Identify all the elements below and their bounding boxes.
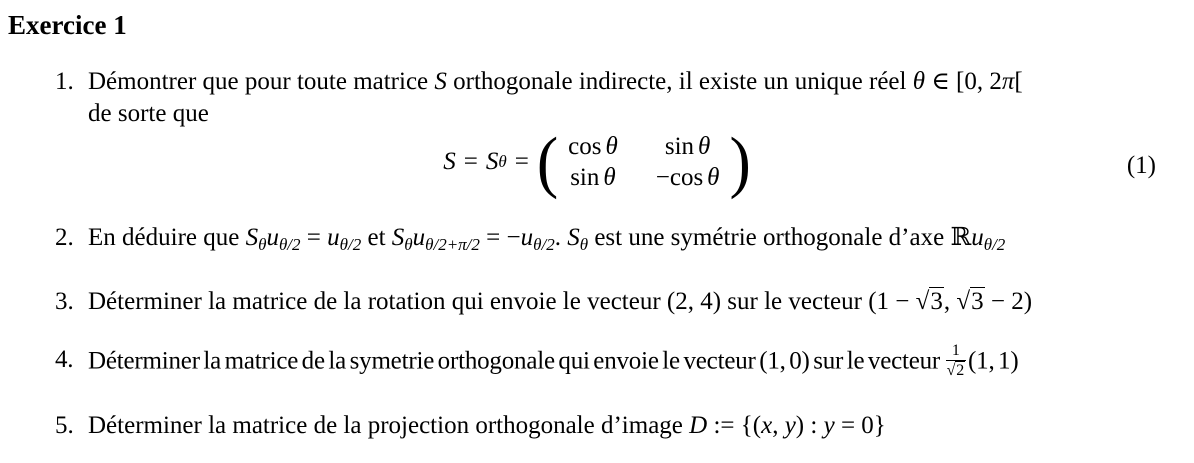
item-number: 2. — [55, 224, 74, 251]
square-root — [956, 287, 984, 315]
fraction-denominator — [946, 361, 966, 380]
math-subscript: θ — [258, 235, 267, 254]
exercise-item-4 — [55, 344, 1018, 382]
text-run: Démontrer que pour toute matrice — [88, 68, 435, 95]
exercise-item-3 — [55, 286, 1032, 318]
math-subscript: θ/2 — [339, 235, 362, 254]
item-number: 5. — [55, 412, 74, 439]
math-var-y: y — [784, 412, 796, 439]
left-parenthesis: ( — [536, 123, 559, 200]
exercise-item-2 — [55, 222, 1005, 261]
radicand: 3 — [971, 288, 984, 315]
math-var-u: u — [327, 224, 340, 251]
math-fn: cos — [669, 163, 704, 191]
equals-sign: = — [463, 148, 478, 175]
item-body — [88, 222, 1005, 261]
item-body — [88, 286, 1032, 318]
text-run: (1, 1) — [968, 347, 1019, 375]
radical-sign: √ — [915, 288, 930, 315]
text-run: = 0} — [834, 412, 886, 439]
math-var-theta: θ — [603, 163, 616, 191]
math-fn: sin — [664, 132, 695, 160]
text-run: := {( — [707, 412, 762, 439]
text-run: En déduire que — [88, 224, 246, 251]
math-var-theta: θ — [698, 132, 711, 160]
minus-sign: − — [655, 163, 670, 191]
text-run: . — [554, 224, 568, 251]
text-run: Déterminer la matrice de la rotation qui envoie le vecteur (2, 4) sur le vecteur (1 − — [88, 288, 916, 315]
text-run: et — [361, 224, 392, 251]
math-var-y: y — [823, 412, 835, 439]
exercise-title: Exercice 1 — [8, 10, 127, 40]
matrix-cell-22 — [656, 163, 720, 193]
math-var-x: x — [761, 412, 773, 439]
right-parenthesis: ) — [729, 123, 751, 200]
math-subscript: θ — [579, 235, 589, 254]
math-interval-close: [ — [1014, 68, 1023, 95]
math-subscript: θ/2+π/2 — [425, 235, 480, 254]
equation-number: (1) — [1126, 152, 1156, 179]
equals-sign: = — [514, 148, 529, 175]
math-subscript: θ/2 — [533, 235, 555, 254]
display-equation — [0, 123, 1194, 200]
text-run: est une symétrie orthogonale d’axe — [588, 224, 951, 251]
text-run: ) : — [795, 412, 824, 439]
item-body — [88, 410, 886, 442]
matrix-cell-11 — [568, 132, 618, 162]
equals-sign: = — [300, 224, 328, 251]
math-fn: sin — [570, 163, 600, 191]
math-var-D: D — [689, 412, 708, 439]
math-var-u: u — [412, 224, 426, 251]
math-var-S-theta: S — [245, 224, 259, 251]
text-run: orthogonale indirecte, il existe un unique réel — [446, 68, 913, 95]
text-run: , — [943, 288, 957, 315]
radicand: 3 — [930, 288, 943, 315]
matrix-cell-21 — [570, 163, 615, 193]
math-subscript: θ/2 — [278, 235, 301, 254]
math-var-S: S — [434, 68, 447, 95]
text-run: Déterminer la matrice de la projection orthogonale d’image — [88, 412, 690, 439]
radical-sign: √ — [946, 362, 956, 379]
item-number: 1. — [55, 68, 74, 95]
radical-sign: √ — [956, 288, 971, 315]
item1-line2: de sorte que — [88, 100, 209, 127]
fraction-numerator: 1 — [946, 342, 966, 361]
math-interval: ∈ [0, 2 — [925, 68, 1002, 95]
math-var-S: S — [443, 148, 456, 175]
math-var-theta: θ — [707, 163, 720, 191]
math-var-pi: π — [1001, 68, 1015, 95]
matrix-2x2 — [558, 132, 729, 193]
math-fn: cos — [568, 132, 602, 160]
text-run: − 2) — [984, 288, 1033, 315]
item-body — [88, 66, 1160, 130]
math-var-S-theta: S — [391, 224, 405, 251]
math-var-theta: θ — [605, 132, 618, 160]
math-subscript: θ — [404, 235, 413, 254]
text-run: Déterminer la matrice de la symetrie orthogonale qui envoie le vecteur (1, 0) sur le vecteur — [88, 347, 944, 375]
math-var-theta: θ — [912, 68, 926, 95]
square-root — [916, 287, 944, 315]
blackboard-R: ℝ — [950, 224, 972, 251]
math-var-u: u — [520, 224, 534, 251]
text-run: , — [772, 412, 785, 439]
math-var-u: u — [971, 224, 984, 251]
fraction — [946, 342, 966, 380]
item-number: 3. — [55, 288, 74, 315]
math-var-u: u — [266, 224, 279, 251]
matrix-cell-12 — [665, 132, 710, 162]
exercise-item-5 — [55, 410, 886, 442]
radicand: 2 — [956, 362, 965, 379]
math-subscript: θ/2 — [983, 235, 1006, 254]
equals-minus-sign: = − — [479, 224, 521, 251]
math-subscript: θ — [498, 152, 507, 171]
item-number: 4. — [55, 346, 74, 373]
math-var-S-theta: S — [567, 224, 580, 251]
exercise-item-1 — [55, 66, 1160, 130]
item-body — [88, 344, 1018, 382]
math-var-S-theta: S — [485, 148, 499, 175]
